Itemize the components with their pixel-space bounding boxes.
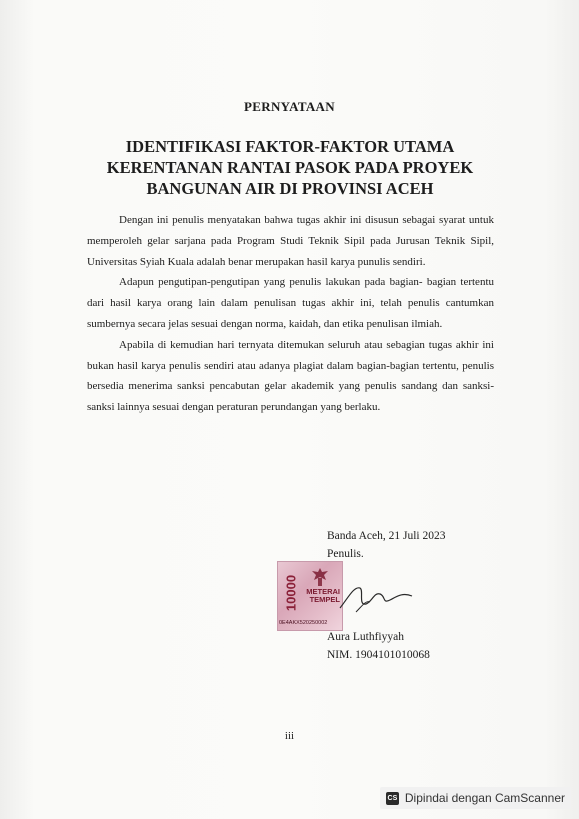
student-id: NIM. 1904101010068	[327, 649, 430, 661]
statement-body	[87, 210, 494, 418]
title-line: KERENTANAN RANTAI PASOK PADA PROYEK	[106, 158, 474, 177]
stamp-code: 0E4AKX520250002	[279, 620, 328, 626]
camscanner-watermark	[380, 787, 571, 809]
stamp-label	[280, 588, 340, 604]
stamp-value: 10000	[283, 574, 299, 612]
stamp-label-line2: TEMPEL	[309, 595, 340, 604]
paragraph: Adapun pengutipan-pengutipan yang penulis lakukan pada bagian- bagian tertentu dari hasil karya orang lain dalam penulisan tugas akhir ini, telah penulis cantumkan sumbernya secara jelas sesuai dengan norma, kaidah, dan etika penulisan ilmiah.	[87, 276, 494, 330]
page-heading: PERNYATAAN	[244, 99, 335, 114]
paragraph: Dengan ini penulis menyatakan bahwa tugas akhir ini disusun sebagai syarat untuk memperoleh gelar sarjana pada Program Studi Teknik Sipil pada Jurusan Teknik Sipil, Universitas Syiah Kuala adalah benar merupakan hasil karya punulis sendiri.	[87, 214, 494, 268]
title-line: BANGUNAN AIR DI PROVINSI ACEH	[146, 179, 434, 198]
author-name: Aura Luthfiyyah	[327, 631, 404, 643]
handwritten-signature	[336, 578, 416, 618]
place-date: Banda Aceh, 21 Juli 2023	[327, 530, 446, 542]
camscanner-logo-icon: CS	[386, 792, 399, 805]
paragraph: Apabila di kemudian hari ternyata ditemukan seluruh atau sebagian tugas akhir ini bukan hasil karya penulis sendiri atau adanya plagiat dalam bagian-bagian tertentu, penulis bersedia menerima sanksi pencabutan gelar akademik yang penulis sandang dan sanksi-sanksi lainnya sesuai dengan peraturan perundangan yang berlaku.	[87, 338, 494, 414]
stamp-label-line1: METERAI	[306, 587, 340, 596]
writer-label: Penulis.	[327, 548, 364, 560]
watermark-text: Dipindai dengan CamScanner	[404, 791, 565, 805]
page-number: iii	[284, 730, 295, 742]
thesis-title	[90, 136, 490, 199]
garuda-emblem-icon	[308, 566, 332, 588]
title-line: IDENTIFIKASI FAKTOR-FAKTOR UTAMA	[125, 137, 455, 156]
meterai-stamp	[277, 561, 343, 631]
